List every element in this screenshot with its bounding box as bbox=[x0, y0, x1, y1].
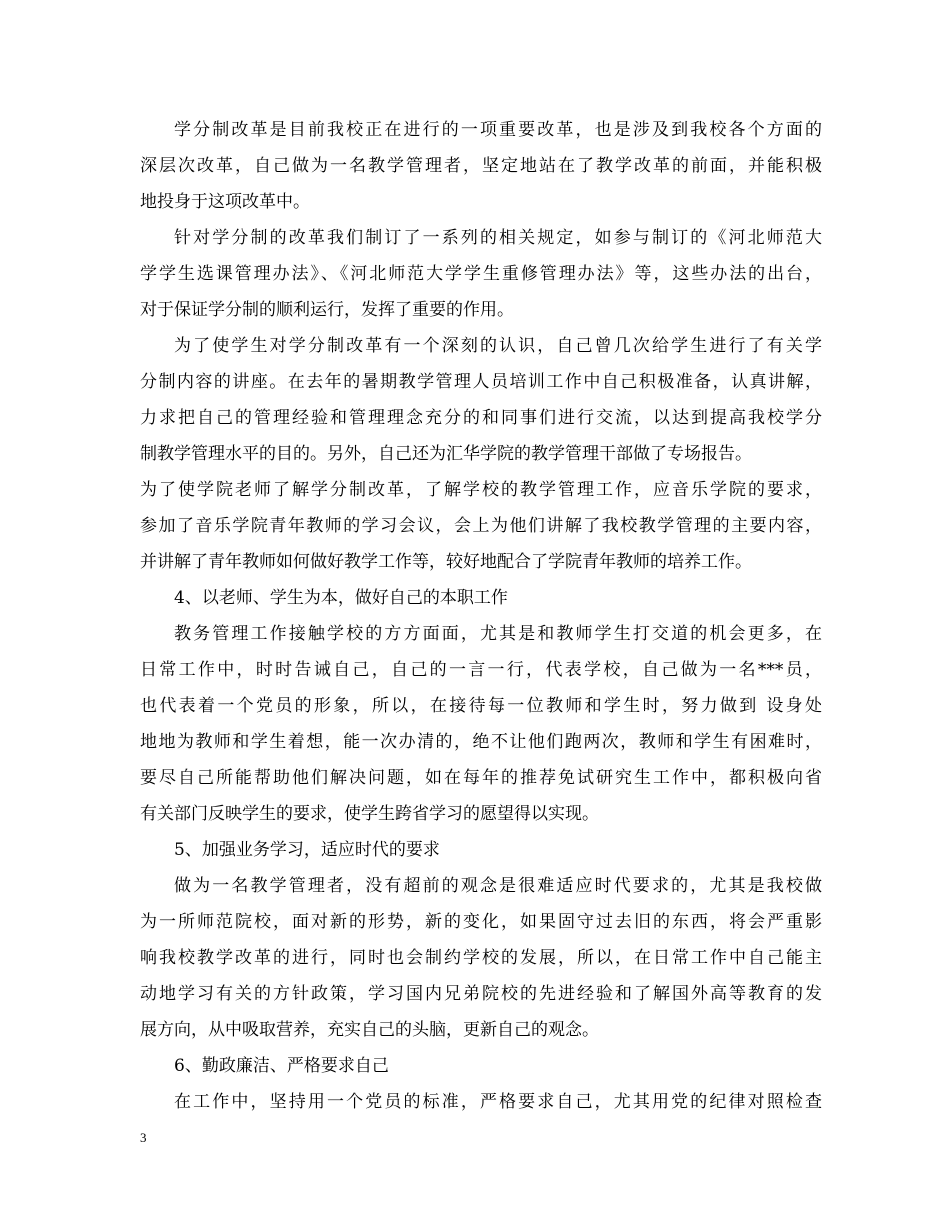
text-line: 力求把自己的管理经验和管理理念充分的和同事们进行交流，以达到提高我校学分 bbox=[140, 408, 822, 428]
text-line: 教务管理工作接触学校的方方面面，尤其是和教师学生打交道的机会更多，在 bbox=[174, 624, 822, 644]
text-line: 为了使学生对学分制改革有一个深刻的认识，自己曾几次给学生进行了有关学 bbox=[174, 336, 822, 356]
text-line: 参加了音乐学院青年教师的学习会议，会上为他们讲解了我校教学管理的主要内容， bbox=[140, 516, 822, 536]
text-line: 地地为教师和学生着想，能一次办清的，绝不让他们跑两次，教师和学生有困难时， bbox=[140, 732, 822, 752]
text-line: 学分制改革是目前我校正在进行的一项重要改革，也是涉及到我校各个方面的 bbox=[174, 120, 822, 140]
text-line: 学学生选课管理办法》、《河北师范大学学生重修管理办法》等，这些办法的出台， bbox=[140, 264, 822, 284]
text-line: 动地学习有关的方针政策，学习国内兄弟院校的先进经验和了解国外高等教育的发 bbox=[140, 984, 822, 1004]
text-line: 做为一名教学管理者，没有超前的观念是很难适应时代要求的，尤其是我校做 bbox=[174, 876, 822, 896]
text-line: 针对学分制的改革我们制订了一系列的相关规定，如参与制订的《河北师范大 bbox=[174, 228, 822, 248]
page-number: 3 bbox=[140, 1130, 147, 1145]
text-line: 响我校教学改革的进行，同时也会制约学校的发展，所以，在日常工作中自己能主 bbox=[140, 948, 822, 968]
text-line: 分制内容的讲座。在去年的暑期教学管理人员培训工作中自己积极准备，认真讲解， bbox=[140, 372, 822, 392]
document-body bbox=[140, 112, 822, 1120]
text-line: 在工作中，坚持用一个党员的标准，严格要求自己，尤其用党的纪律对照检查 bbox=[174, 1092, 822, 1112]
text-line: 制教学管理水平的目的。另外，自己还为汇华学院的教学管理干部做了专场报告。 bbox=[140, 444, 752, 464]
text-line: 深层次改革，自己做为一名教学管理者，坚定地站在了教学改革的前面，并能积极 bbox=[140, 156, 822, 176]
text-line: 要尽自己所能帮助他们解决问题，如在每年的推荐免试研究生工作中，都积极向省 bbox=[140, 768, 822, 788]
text-line: 6、勤政廉洁、严格要求自己 bbox=[174, 1056, 389, 1076]
text-line: 日常工作中，时时告诫自己，自己的一言一行，代表学校，自己做为一名***员， bbox=[140, 660, 822, 680]
text-line: 有关部门反映学生的要求，使学生跨省学习的愿望得以实现。 bbox=[140, 804, 599, 824]
text-line: 对于保证学分制的顺利运行，发挥了重要的作用。 bbox=[140, 300, 514, 320]
text-line: 展方向，从中吸取营养，充实自己的头脑，更新自己的观念。 bbox=[140, 1020, 599, 1040]
text-line: 为一所师范院校，面对新的形势，新的变化，如果固守过去旧的东西，将会严重影 bbox=[140, 912, 822, 932]
text-line: 并讲解了青年教师如何做好教学工作等，较好地配合了学院青年教师的培养工作。 bbox=[140, 552, 752, 572]
text-line: 5、加强业务学习，适应时代的要求 bbox=[174, 840, 440, 860]
text-line: 4、以老师、学生为本，做好自己的本职工作 bbox=[174, 588, 508, 608]
text-line: 为了使学院老师了解学分制改革，了解学校的教学管理工作，应音乐学院的要求， bbox=[140, 480, 822, 500]
text-line: 地投身于这项改革中。 bbox=[140, 192, 310, 212]
text-line: 也代表着一个党员的形象，所以，在接待每一位教师和学生时，努力做到 设身处 bbox=[140, 696, 822, 716]
